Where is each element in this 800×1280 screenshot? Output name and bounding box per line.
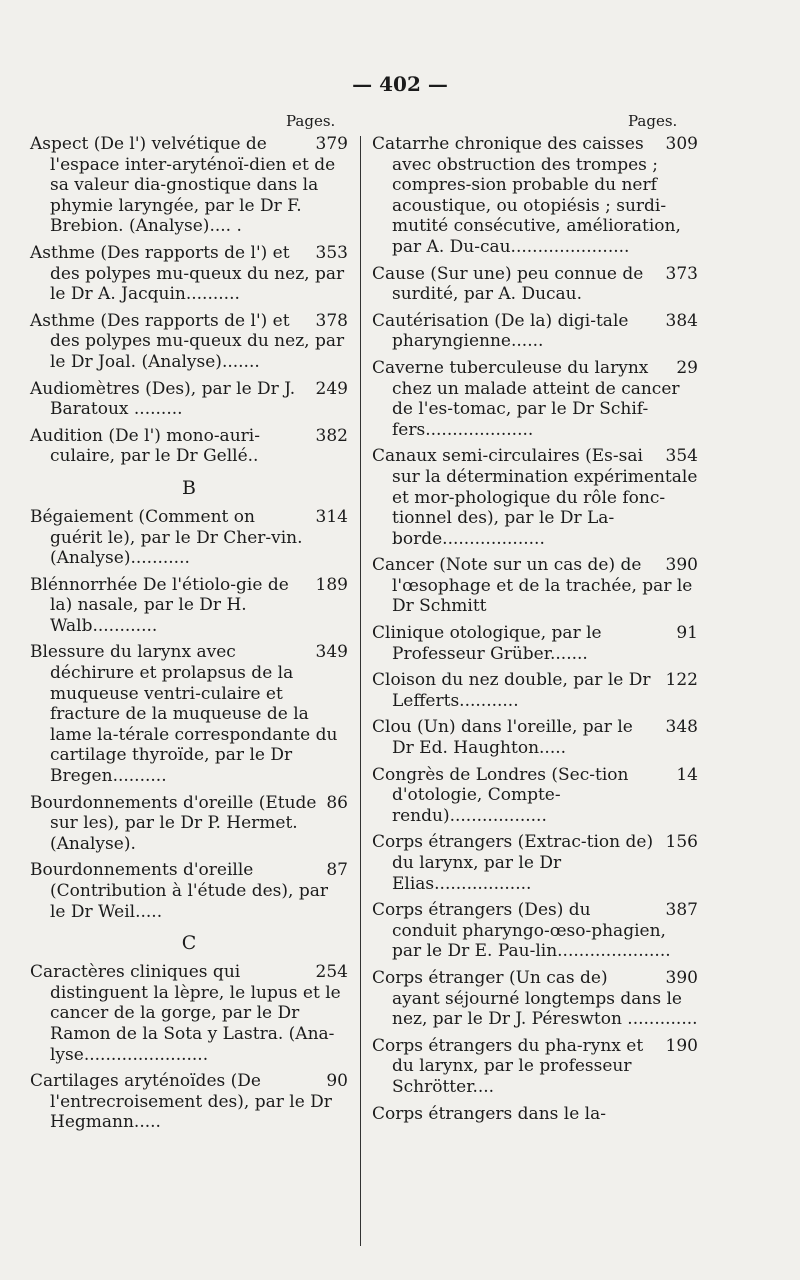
- index-entry: [372, 717, 698, 758]
- entry-page-number: 156: [665, 832, 698, 853]
- index-entry: [30, 793, 348, 855]
- entry-text: Asthme (Des rapports de l') et des polypes mu-queux du nez, par le Dr Joal. (Analyse).......: [30, 310, 345, 372]
- entry-page-number: 382: [315, 425, 348, 446]
- entry-page-number: 373: [665, 263, 698, 284]
- entry-text: Bourdonnements d'oreille (Contribution à l'étude des), par le Dr Weil.....: [30, 860, 328, 922]
- entry-text: Bourdonnements d'oreille (Etude sur les), par le Dr P. Hermet. (Analyse).: [30, 792, 317, 854]
- entry-page-number: 387: [665, 900, 698, 921]
- entry-text: Corps étranger (Un cas de) ayant séjourné longtemps dans le nez, par le Dr J. Péreswton .............: [372, 967, 698, 1030]
- entry-text: Cause (Sur une) peu connue de surdité, par A. Ducau.: [372, 263, 644, 305]
- entry-text: Corps étrangers (Extrac-tion de) du larynx, par le Dr Elias..................: [372, 832, 654, 894]
- entry-text: Bégaiement (Comment on guérit le), par le Dr Cher-vin. (Analyse)...........: [30, 506, 303, 569]
- entry-page-number: 349: [315, 642, 348, 663]
- entry-text: Clinique otologique, par le Professeur Grüber.......: [372, 623, 602, 664]
- entry-page-number: 87: [326, 860, 348, 881]
- entry-text: Corps étrangers (Des) du conduit pharyngo-œso-phagien, par le Dr E. Pau-lin.....................: [372, 900, 671, 962]
- index-entry: [30, 134, 348, 237]
- index-entry: [372, 900, 698, 962]
- index-entry: [372, 1036, 698, 1098]
- entry-text: Cancer (Note sur un cas de) de l'œsophage et de la trachée, par le Dr Schmitt: [372, 555, 693, 617]
- index-entry: [30, 311, 348, 373]
- entry-text: Audiomètres (Des), par le Dr J. Baratoux .........: [30, 378, 296, 420]
- pages-label-left: Pages.: [286, 112, 336, 130]
- entry-page-number: 91: [676, 623, 698, 644]
- index-entry: [372, 358, 698, 440]
- entry-page-number: 314: [315, 506, 348, 527]
- entry-page-number: 390: [665, 967, 698, 988]
- entry-text: Aspect (De l') velvétique de l'espace inter-aryténoï-dien et de sa valeur dia-gnostique dans la phymie laryngée, par le Dr F. Brebion. (Analyse).... .: [30, 134, 336, 237]
- index-entry: [30, 642, 348, 786]
- entry-page-number: 122: [665, 670, 698, 691]
- entry-page-number: 190: [665, 1035, 698, 1056]
- entry-text: Blénnorrhée De l'étiolo-gie de la) nasale, par le Dr H. Walb............: [30, 574, 289, 636]
- index-entry: [372, 765, 698, 827]
- entry-text: Audition (De l') mono-auri-culaire, par le Dr Gellé..: [30, 425, 260, 467]
- index-entry: [30, 379, 348, 420]
- index-entry: [30, 426, 348, 467]
- index-entry: [30, 860, 348, 922]
- section-letter: B: [182, 476, 196, 499]
- index-entry: [372, 968, 698, 1030]
- index-entry: [30, 962, 348, 1065]
- entry-page-number: 390: [665, 555, 698, 576]
- entry-page-number: 249: [315, 378, 348, 399]
- entry-text: Cartilages aryténoïdes (De l'entrecroisement des), par le Dr Hegmann.....: [30, 1071, 332, 1133]
- entry-text: Clou (Un) dans l'oreille, par le Dr Ed. Haughton.....: [372, 717, 633, 759]
- entry-text: Corps étrangers dans le la-: [372, 1103, 606, 1124]
- entry-text: Caverne tuberculeuse du larynx chez un malade atteint de cancer de l'es-tomac, par le Dr Schif-fers....................: [372, 357, 680, 440]
- index-entry: [372, 134, 698, 258]
- index-column-right: [372, 134, 698, 1130]
- entry-text: Blessure du larynx avec déchirure et prolapsus de la muqueuse ventri-culaire et fracture de la muqueuse de la lame la-térale correspondante du cartilage thyroïde, par le Dr Bregen..........: [30, 642, 338, 787]
- entry-text: Cautérisation (De la) digi-tale pharyngienne......: [372, 310, 629, 352]
- entry-page-number: 90: [326, 1071, 348, 1092]
- entry-page-number: 354: [665, 446, 698, 467]
- section-letter: C: [181, 932, 197, 955]
- entry-text: Congrès de Londres (Sec-tion d'otologie, Compte-rendu)..................: [372, 764, 629, 826]
- entry-page-number: 189: [315, 574, 348, 595]
- index-entry: [30, 243, 348, 305]
- entry-text: Corps étrangers du pha-rynx et du larynx, par le professeur Schrötter....: [372, 1035, 644, 1097]
- entry-page-number: 379: [315, 134, 348, 154]
- entry-text: Asthme (Des rapports de l') et des polypes mu-queux du nez, par le Dr A. Jacquin..........: [30, 242, 345, 305]
- entry-page-number: 309: [665, 134, 698, 154]
- entry-page-number: 86: [326, 792, 348, 813]
- index-entry: [372, 623, 698, 664]
- index-entry: [30, 575, 348, 637]
- index-entry: [30, 1071, 348, 1133]
- index-entry: [372, 555, 698, 617]
- entry-page-number: 14: [676, 764, 698, 785]
- entry-page-number: 29: [676, 357, 698, 378]
- index-entry: [372, 446, 698, 549]
- entry-text: Catarrhe chronique des caisses avec obstruction des trompes ; compres-sion probable du nerf acoustique, ou otopiésis ; surdi-mutité consécutive, amélioration, par A. Du-cau......................: [372, 134, 681, 257]
- pages-label-right: Pages.: [628, 112, 678, 130]
- index-entry: [372, 832, 698, 894]
- page-number: — 402 —: [352, 72, 448, 96]
- column-rule: [360, 136, 361, 1246]
- entry-page-number: 353: [315, 242, 348, 263]
- index-column-left: [30, 134, 348, 1139]
- index-entry: [372, 670, 698, 711]
- entry-page-number: 378: [315, 310, 348, 331]
- entry-page-number: 348: [665, 717, 698, 738]
- index-entry: [372, 264, 698, 305]
- entry-page-number: 254: [315, 962, 348, 983]
- index-entry: [372, 311, 698, 352]
- entry-text: Caractères cliniques qui distinguent la lèpre, le lupus et le cancer de la gorge, par le Dr Ramon de la Sota y Lastra. (Ana-lyse.......................: [30, 962, 341, 1065]
- entry-text: Cloison du nez double, par le Dr Lefferts...........: [372, 670, 651, 711]
- entry-text: Canaux semi-circulaires (Es-sai sur la détermination expérimentale et mor-phologique du rôle fonc-tionnel des), par le Dr La-borde...................: [372, 446, 698, 549]
- entry-page-number: 384: [665, 310, 698, 331]
- index-entry: [372, 1104, 698, 1125]
- index-entry: [30, 507, 348, 569]
